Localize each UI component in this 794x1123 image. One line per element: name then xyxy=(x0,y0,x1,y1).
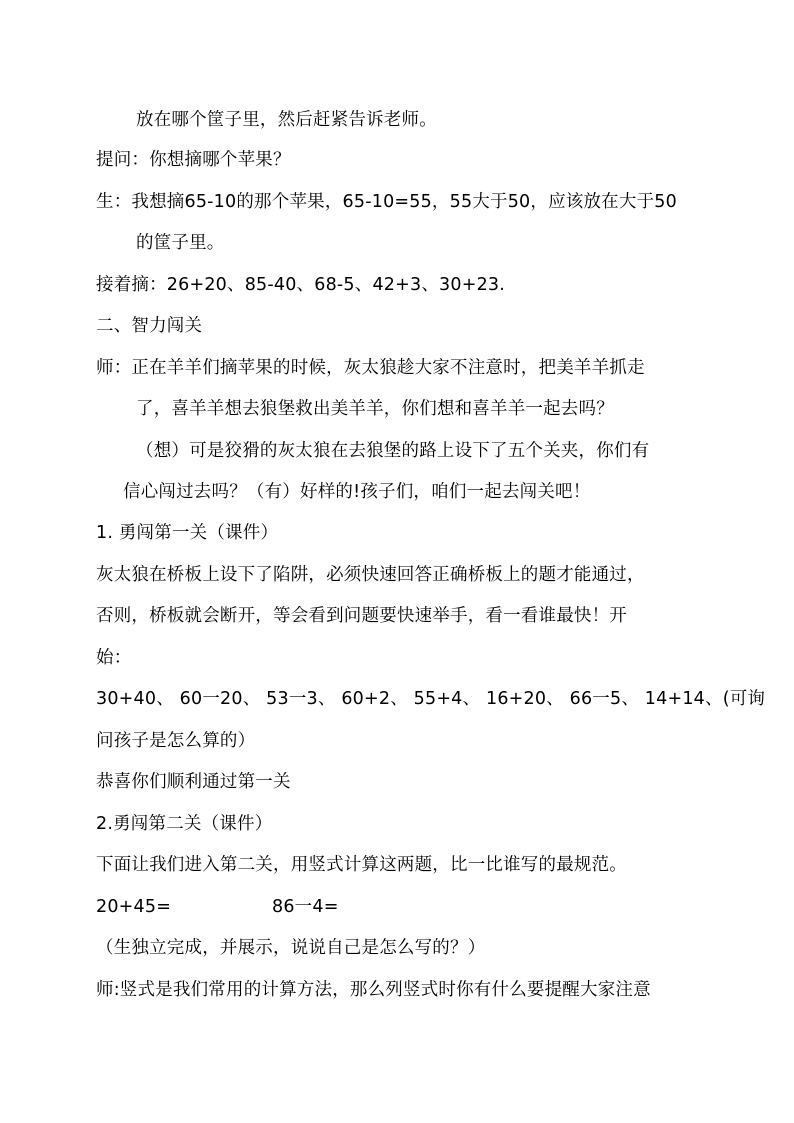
text-line-9: （想）可是狡猾的灰太狼在去狼堡的路上设下了五个关夹，你们有 xyxy=(136,441,650,461)
problem-2: 86一4= xyxy=(272,897,339,917)
text-line-3: 生：我想摘65-10的那个苹果，65-10=55，55大于50，应该放在大于50 xyxy=(96,192,677,212)
text-line-5: 接着摘：26+20、85-40、68-5、42+3、30+23. xyxy=(96,275,505,295)
level-two-heading: 2.勇闯第二关（课件） xyxy=(96,814,273,834)
text-line-8: 了，喜羊羊想去狼堡救出美羊羊，你们想和喜羊羊一起去吗？ xyxy=(136,399,614,419)
section-heading: 二、智力闯关 xyxy=(96,316,203,336)
level-one-heading: 1. 勇闯第一关（课件） xyxy=(96,523,279,543)
text-line-4: 的筐子里。 xyxy=(136,233,225,253)
text-line-22: 师:竖式是我们常用的计算方法，那么列竖式时你有什么要提醒大家注意 xyxy=(96,980,651,1000)
text-line-1: 放在哪个筐子里，然后赶紧告诉老师。 xyxy=(136,110,437,130)
text-line-2: 提问：你想摘哪个苹果？ xyxy=(96,150,291,170)
text-line-13: 否则，桥板就会断开，等会看到问题要快速举手，看一看谁最快！开 xyxy=(96,606,627,626)
exercise-list: 30+40、 60一20、 53一3、 60+2、 55+4、 16+20、 66一5、 14+14、(可询 xyxy=(96,689,766,709)
problem-1: 20+45= xyxy=(96,897,172,917)
text-line-17: 恭喜你们顺利通过第一关 xyxy=(96,772,291,792)
text-line-10: 信心闯过去吗？（有）好样的!孩子们，咱们一起去闯关吧！ xyxy=(123,482,591,502)
text-line-14: 始： xyxy=(96,648,132,668)
text-line-19: 下面让我们进入第二关，用竖式计算这两题，比一比谁写的最规范。 xyxy=(96,855,627,875)
text-line-12: 灰太狼在桥板上设下了陷阱，必须快速回答正确桥板上的题才能通过， xyxy=(96,565,645,585)
text-line-16: 问孩子是怎么算的） xyxy=(96,731,256,751)
text-line-7: 师：正在羊羊们摘苹果的时候，灰太狼趁大家不注意时，把美羊羊抓走 xyxy=(96,358,645,378)
text-line-21: （生独立完成，并展示，说说自己是怎么写的？） xyxy=(96,938,486,958)
